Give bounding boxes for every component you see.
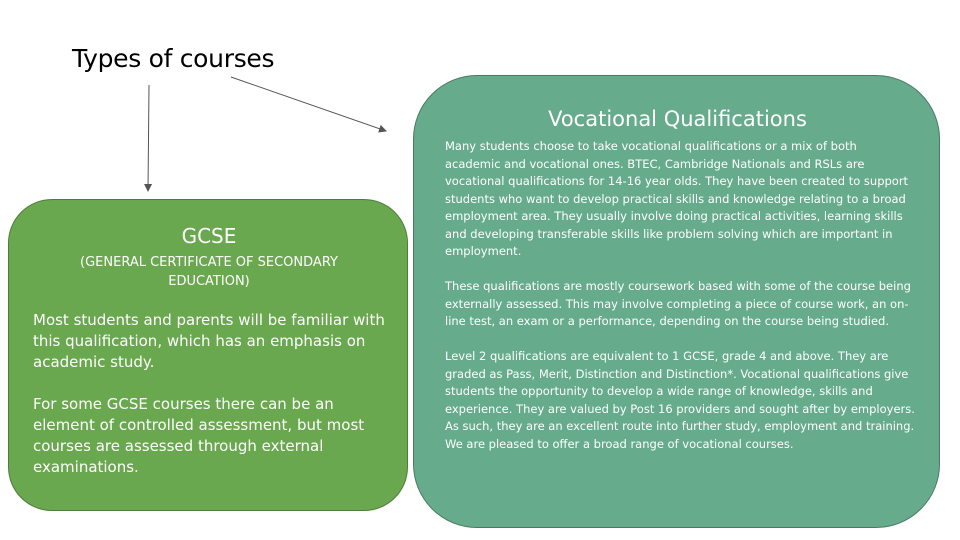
gcse-subtitle: (GENERAL CERTIFICATE OF SECONDARY EDUCATION) bbox=[80, 255, 338, 289]
gcse-title: GCSE bbox=[181, 224, 237, 248]
vocational-paragraph: These qualifications are mostly coursework based with some of the course being externally assessed. This may involve completing a piece of course work, an on-line test, an exam or a performance, depending on the course being studied. bbox=[445, 279, 911, 328]
arrow-to-vocational bbox=[231, 77, 386, 131]
vocational-paragraph: Many students choose to take vocational qualifications or a mix of both academic and vocational ones. BTEC, Cambridge Nationals and RSLs are vocational qualifications for 14-16 year olds. They have been created to support students who want to develop practical skills and knowledge relating to a broad employment area. They usually involve doing practical activities, learning skills and developing transferable skills like problem solving which are important in employment. bbox=[445, 139, 909, 258]
vocational-title: Vocational Qualifications bbox=[548, 107, 807, 131]
arrow-to-gcse bbox=[148, 85, 149, 191]
vocational-paragraph: Level 2 qualifications are equivalent to 1 GCSE, grade 4 and above. They are graded as Pass, Merit, Distinction and Distinction*. Vocational qualifications give students the opportunity to develop a wide range of knowledge, skills and experience. They are valued by Post 16 providers and sought after by employers. As such, they are an excellent route into further study, employment and training. We are pleased to offer a broad range of vocational courses. bbox=[445, 349, 915, 451]
slide-title: Types of courses bbox=[72, 44, 275, 73]
vocational-card bbox=[413, 75, 940, 528]
vocational-description bbox=[445, 138, 915, 471]
gcse-paragraph: Most students and parents will be familiar with this qualification, which has an emphasis on academic study. bbox=[33, 311, 385, 371]
gcse-card bbox=[8, 199, 408, 511]
gcse-paragraph: For some GCSE courses there can be an element of controlled assessment, but most courses are assessed through external examinations. bbox=[33, 395, 365, 476]
gcse-description bbox=[33, 310, 393, 499]
